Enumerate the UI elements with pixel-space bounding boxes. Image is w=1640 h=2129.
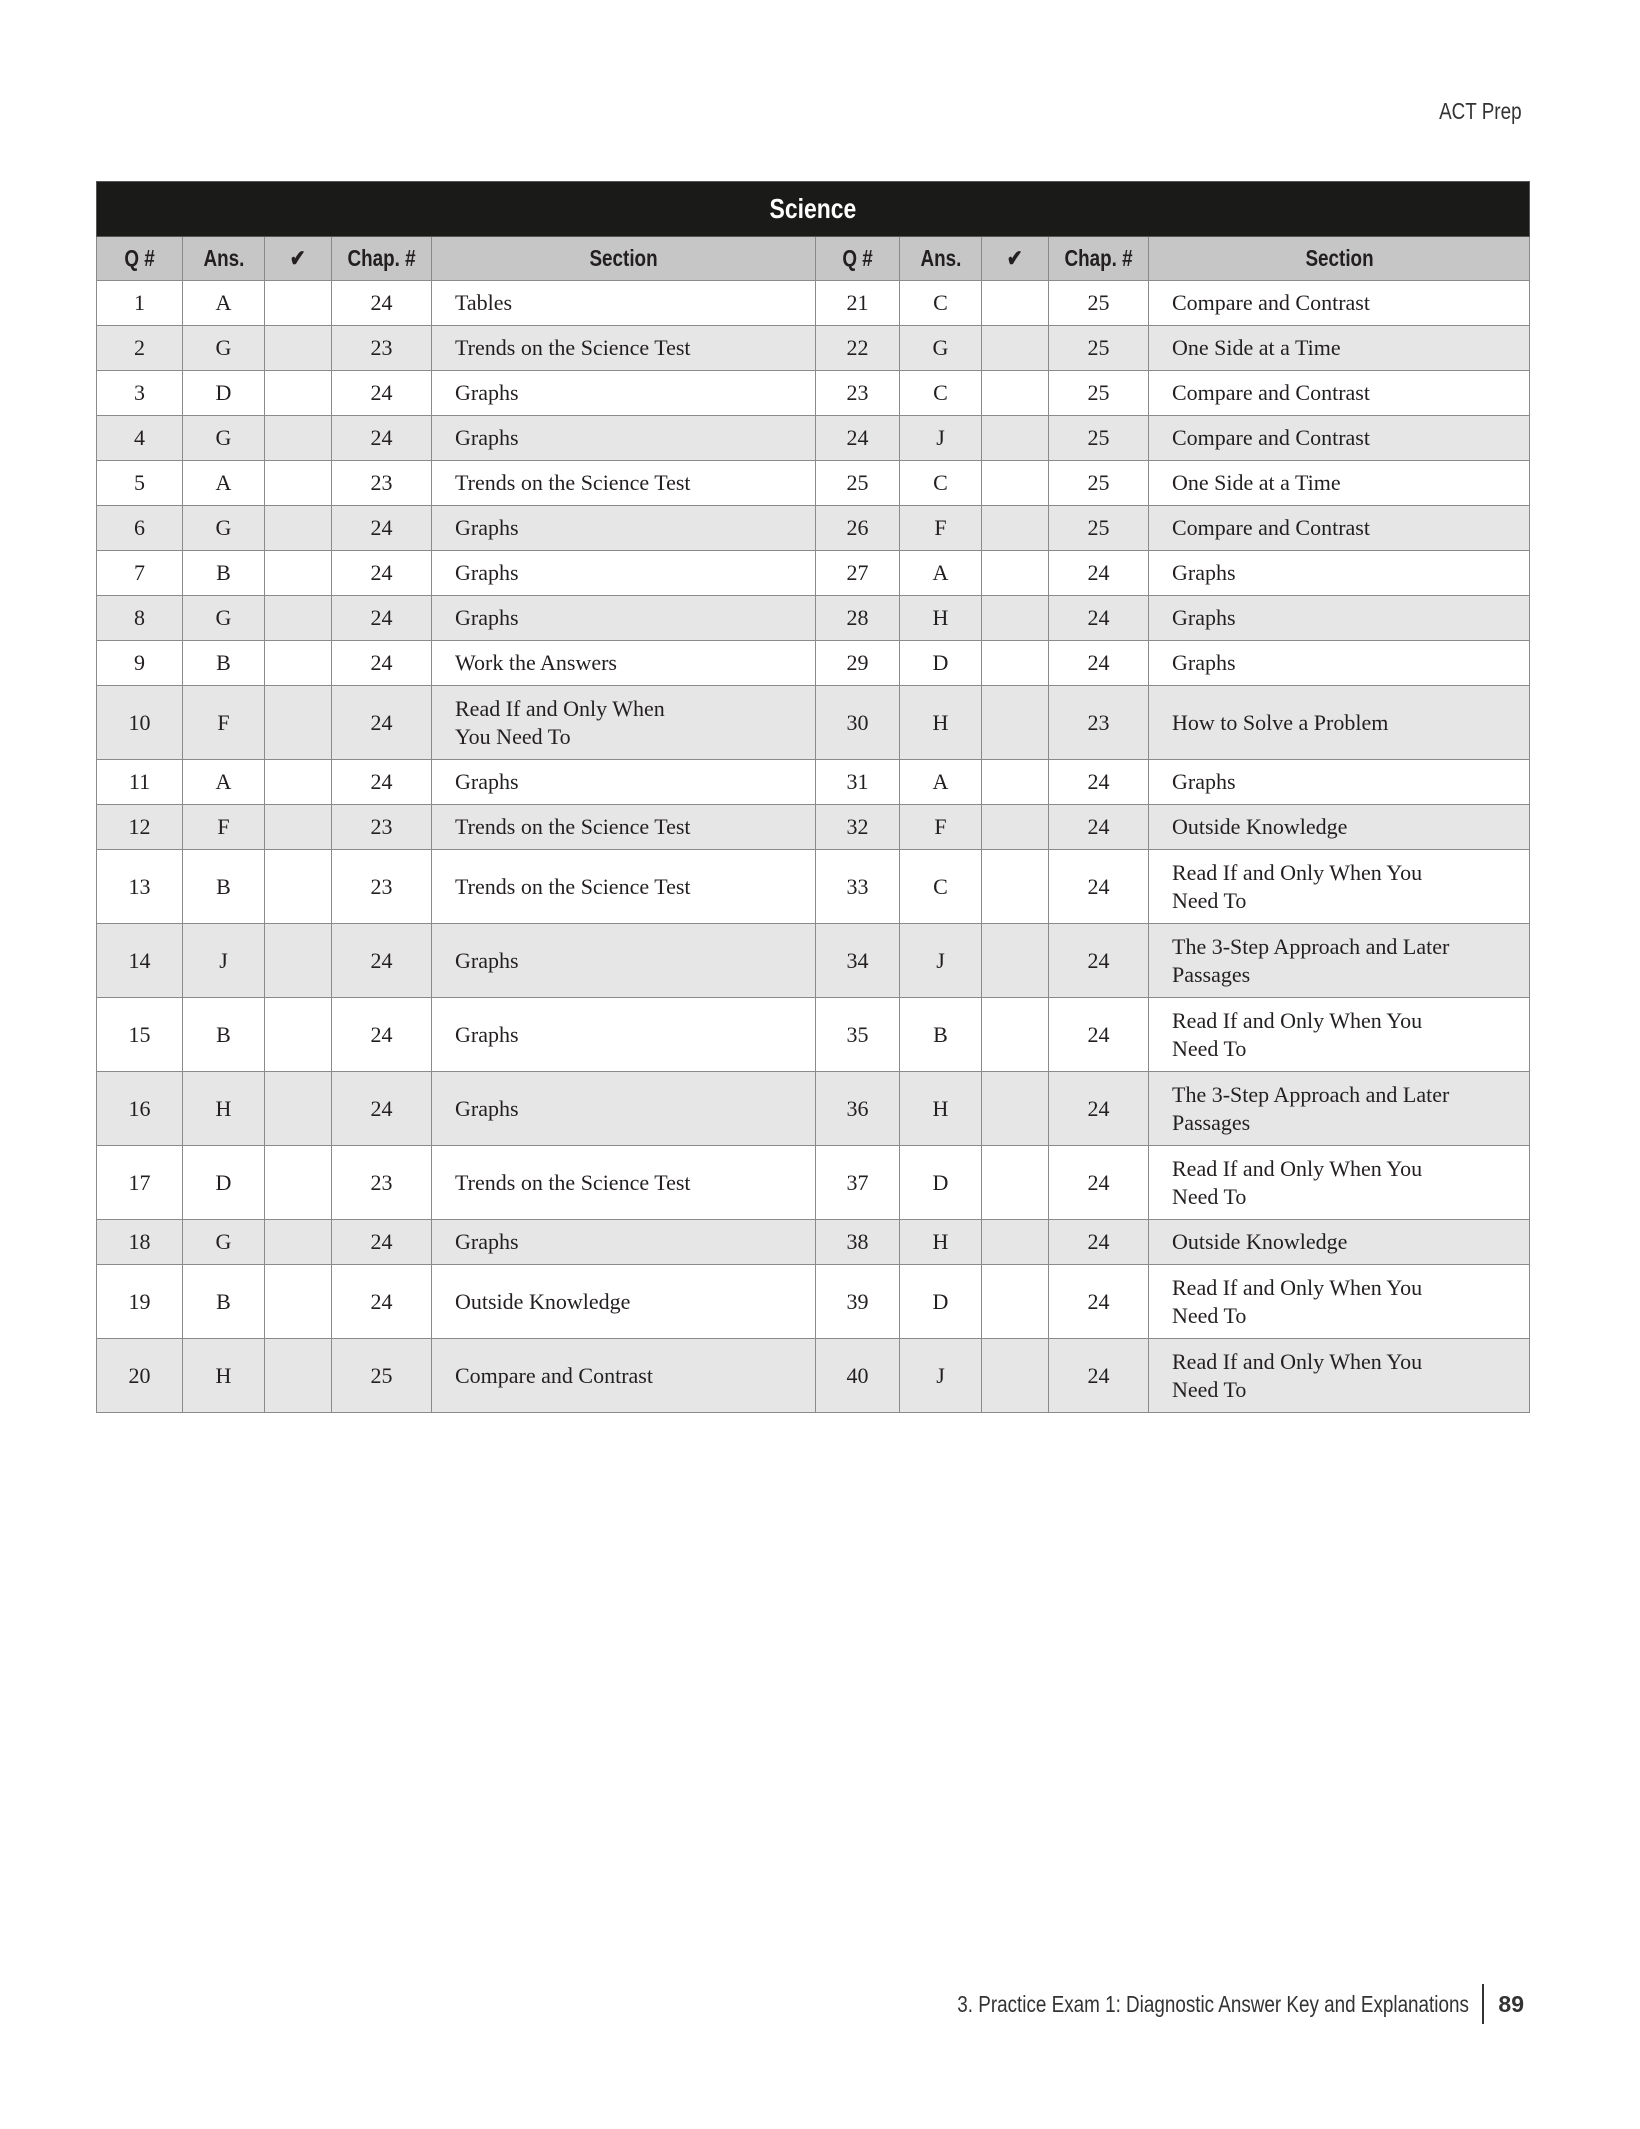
question-number: 22: [816, 326, 900, 371]
question-number: 5: [97, 461, 183, 506]
footer-divider: [1482, 1984, 1484, 2024]
section-name: Graphs: [1149, 551, 1530, 596]
section-name: Tables: [432, 281, 816, 326]
column-header: [183, 237, 265, 281]
chapter-number: 25: [1049, 461, 1149, 506]
section-name: How to Solve a Problem: [1149, 686, 1530, 760]
table-row: [97, 686, 1530, 760]
check-cell[interactable]: [265, 1146, 332, 1220]
answer: D: [183, 371, 265, 416]
column-header-label: Ans.: [920, 245, 961, 271]
question-number: 21: [816, 281, 900, 326]
chapter-number: 25: [1049, 506, 1149, 551]
section-name: The 3-Step Approach and Later Passages: [1149, 1072, 1530, 1146]
question-number: 24: [816, 416, 900, 461]
section-name: One Side at a Time: [1149, 326, 1530, 371]
chapter-number: 24: [1049, 641, 1149, 686]
question-number: 35: [816, 998, 900, 1072]
column-header-label: Q #: [842, 245, 873, 271]
check-cell[interactable]: [265, 416, 332, 461]
section-name: Read If and Only When You Need To: [1149, 1339, 1530, 1413]
answer: B: [183, 850, 265, 924]
chapter-number: 25: [1049, 326, 1149, 371]
chapter-number: 23: [332, 1146, 432, 1220]
answer: B: [900, 998, 982, 1072]
section-name: One Side at a Time: [1149, 461, 1530, 506]
answer: B: [183, 551, 265, 596]
chapter-number: 25: [1049, 281, 1149, 326]
table-row: [97, 371, 1530, 416]
answer: C: [900, 281, 982, 326]
column-header-row: [97, 237, 1530, 281]
column-header: [816, 237, 900, 281]
question-number: 14: [97, 924, 183, 998]
chapter-number: 24: [1049, 760, 1149, 805]
answer: A: [183, 760, 265, 805]
chapter-number: 24: [1049, 1146, 1149, 1220]
section-name: Read If and Only When You Need To: [1149, 1265, 1530, 1339]
page-footer: [845, 1984, 1524, 2024]
table-body: [97, 281, 1530, 1413]
section-name: Outside Knowledge: [1149, 1220, 1530, 1265]
table-row: [97, 1220, 1530, 1265]
chapter-number: 24: [332, 924, 432, 998]
question-number: 36: [816, 1072, 900, 1146]
question-number: 15: [97, 998, 183, 1072]
section-name: Graphs: [432, 596, 816, 641]
question-number: 34: [816, 924, 900, 998]
answer: G: [183, 596, 265, 641]
check-cell[interactable]: [982, 998, 1049, 1072]
chapter-number: 25: [1049, 416, 1149, 461]
answer: H: [183, 1339, 265, 1413]
answer: F: [183, 686, 265, 760]
table-row: [97, 506, 1530, 551]
column-header: [1049, 237, 1149, 281]
question-number: 37: [816, 1146, 900, 1220]
answer: A: [183, 461, 265, 506]
check-cell[interactable]: [265, 281, 332, 326]
section-name: Compare and Contrast: [1149, 506, 1530, 551]
answer: D: [900, 1146, 982, 1220]
question-number: 39: [816, 1265, 900, 1339]
section-name: Compare and Contrast: [432, 1339, 816, 1413]
chapter-number: 24: [332, 760, 432, 805]
checkmark-icon: ✔: [1007, 245, 1023, 271]
section-name: Work the Answers: [432, 641, 816, 686]
chapter-number: 23: [332, 805, 432, 850]
section-name: Read If and Only When You Need To: [1149, 998, 1530, 1072]
section-name: Graphs: [432, 416, 816, 461]
question-number: 3: [97, 371, 183, 416]
check-cell[interactable]: [265, 1220, 332, 1265]
table-row: [97, 1339, 1530, 1413]
question-number: 32: [816, 805, 900, 850]
answer: J: [183, 924, 265, 998]
chapter-number: 24: [332, 551, 432, 596]
table-title: [97, 182, 1530, 237]
chapter-title: 3. Practice Exam 1: Diagnostic Answer Key and Explanations: [956, 1990, 1469, 2017]
check-cell[interactable]: [265, 998, 332, 1072]
question-number: 19: [97, 1265, 183, 1339]
table-title-text: Science: [769, 193, 857, 224]
question-number: 23: [816, 371, 900, 416]
table-row: [97, 1072, 1530, 1146]
table-row: [97, 596, 1530, 641]
table-row: [97, 551, 1530, 596]
section-name: Trends on the Science Test: [432, 461, 816, 506]
table-row: [97, 805, 1530, 850]
checkmark-icon: ✔: [290, 245, 306, 271]
table-row: [97, 641, 1530, 686]
question-number: 30: [816, 686, 900, 760]
section-name: Compare and Contrast: [1149, 371, 1530, 416]
question-number: 29: [816, 641, 900, 686]
check-cell[interactable]: [265, 1339, 332, 1413]
chapter-number: 23: [332, 326, 432, 371]
answer: H: [183, 1072, 265, 1146]
table-row: [97, 998, 1530, 1072]
chapter-number: 24: [1049, 1339, 1149, 1413]
question-number: 38: [816, 1220, 900, 1265]
question-number: 1: [97, 281, 183, 326]
check-cell[interactable]: [982, 1265, 1049, 1339]
check-cell[interactable]: [982, 1220, 1049, 1265]
question-number: 18: [97, 1220, 183, 1265]
question-number: 27: [816, 551, 900, 596]
answer: B: [183, 641, 265, 686]
column-header-label: Section: [589, 245, 658, 271]
check-cell[interactable]: [265, 371, 332, 416]
check-cell[interactable]: [982, 281, 1049, 326]
answer: A: [900, 760, 982, 805]
check-cell[interactable]: [265, 641, 332, 686]
column-header-label: Chap. #: [347, 245, 416, 271]
chapter-number: 23: [1049, 686, 1149, 760]
column-header-label: Ans.: [203, 245, 244, 271]
question-number: 13: [97, 850, 183, 924]
chapter-number: 24: [1049, 1265, 1149, 1339]
answer: G: [183, 326, 265, 371]
check-cell[interactable]: [982, 850, 1049, 924]
check-cell[interactable]: [982, 371, 1049, 416]
question-number: 33: [816, 850, 900, 924]
answer: G: [183, 506, 265, 551]
question-number: 25: [816, 461, 900, 506]
chapter-number: 24: [332, 686, 432, 760]
column-header-label: Q #: [124, 245, 155, 271]
answer: D: [900, 1265, 982, 1339]
table-row: [97, 281, 1530, 326]
check-cell[interactable]: [265, 850, 332, 924]
table-row: [97, 850, 1530, 924]
answer: H: [900, 1220, 982, 1265]
answer: J: [900, 924, 982, 998]
check-cell[interactable]: [982, 596, 1049, 641]
answer: J: [900, 416, 982, 461]
chapter-number: 24: [332, 998, 432, 1072]
section-name: Trends on the Science Test: [432, 1146, 816, 1220]
answer: C: [900, 461, 982, 506]
chapter-number: 24: [332, 506, 432, 551]
column-header-label: Chap. #: [1064, 245, 1133, 271]
answer: H: [900, 596, 982, 641]
answer: G: [183, 1220, 265, 1265]
table-row: [97, 326, 1530, 371]
chapter-number: 24: [1049, 805, 1149, 850]
answer: D: [183, 1146, 265, 1220]
answer: F: [900, 805, 982, 850]
question-number: 10: [97, 686, 183, 760]
chapter-number: 24: [332, 416, 432, 461]
section-name: Outside Knowledge: [1149, 805, 1530, 850]
section-name: Graphs: [1149, 596, 1530, 641]
question-number: 17: [97, 1146, 183, 1220]
chapter-number: 24: [1049, 1220, 1149, 1265]
check-cell[interactable]: [982, 760, 1049, 805]
section-name: Trends on the Science Test: [432, 850, 816, 924]
column-header: [97, 237, 183, 281]
section-name: Graphs: [432, 371, 816, 416]
answer: A: [183, 281, 265, 326]
chapter-number: 24: [332, 1265, 432, 1339]
chapter-number: 24: [1049, 998, 1149, 1072]
question-number: 7: [97, 551, 183, 596]
section-name: Graphs: [432, 1072, 816, 1146]
question-number: 20: [97, 1339, 183, 1413]
question-number: 11: [97, 760, 183, 805]
column-header: [900, 237, 982, 281]
section-name: Outside Knowledge: [432, 1265, 816, 1339]
question-number: 16: [97, 1072, 183, 1146]
answer: H: [900, 1072, 982, 1146]
section-name: Read If and Only When You Need To: [1149, 1146, 1530, 1220]
answer: H: [900, 686, 982, 760]
answer: C: [900, 850, 982, 924]
answer: D: [900, 641, 982, 686]
chapter-number: 24: [1049, 596, 1149, 641]
check-cell[interactable]: [265, 506, 332, 551]
check-cell[interactable]: [265, 596, 332, 641]
check-cell[interactable]: [982, 641, 1049, 686]
check-cell[interactable]: [265, 326, 332, 371]
check-cell[interactable]: [265, 551, 332, 596]
table-row: [97, 924, 1530, 998]
question-number: 9: [97, 641, 183, 686]
chapter-number: 24: [1049, 551, 1149, 596]
section-name: Graphs: [432, 998, 816, 1072]
section-name: Graphs: [432, 924, 816, 998]
check-cell[interactable]: [982, 416, 1049, 461]
section-name: Graphs: [1149, 760, 1530, 805]
section-name: Graphs: [432, 760, 816, 805]
chapter-number: 24: [332, 1072, 432, 1146]
check-cell[interactable]: [982, 1072, 1049, 1146]
running-head-text: ACT Prep: [1439, 98, 1522, 124]
column-header: [432, 237, 816, 281]
chapter-number: 24: [332, 1220, 432, 1265]
check-cell[interactable]: [982, 1146, 1049, 1220]
chapter-number: 25: [1049, 371, 1149, 416]
check-column-header: [982, 237, 1049, 281]
answer-key-table: [96, 181, 1530, 1413]
check-cell[interactable]: [265, 686, 332, 760]
running-head: [1421, 98, 1522, 125]
table-row: [97, 461, 1530, 506]
section-name: Graphs: [1149, 641, 1530, 686]
check-cell[interactable]: [982, 461, 1049, 506]
check-cell[interactable]: [265, 461, 332, 506]
answer: F: [183, 805, 265, 850]
question-number: 31: [816, 760, 900, 805]
check-cell[interactable]: [982, 326, 1049, 371]
check-cell[interactable]: [982, 686, 1049, 760]
table-row: [97, 760, 1530, 805]
section-name: Graphs: [432, 551, 816, 596]
question-number: 8: [97, 596, 183, 641]
chapter-number: 24: [332, 596, 432, 641]
chapter-number: 24: [332, 641, 432, 686]
column-header: [1149, 237, 1530, 281]
check-cell[interactable]: [982, 924, 1049, 998]
section-name: Trends on the Science Test: [432, 326, 816, 371]
section-name: Read If and Only When You Need To: [1149, 850, 1530, 924]
answer: C: [900, 371, 982, 416]
check-cell[interactable]: [265, 805, 332, 850]
page-number: 89: [1498, 1990, 1524, 2017]
section-name: Compare and Contrast: [1149, 416, 1530, 461]
check-cell[interactable]: [982, 1339, 1049, 1413]
chapter-number: 25: [332, 1339, 432, 1413]
answer: B: [183, 1265, 265, 1339]
question-number: 28: [816, 596, 900, 641]
column-header: [332, 237, 432, 281]
answer: A: [900, 551, 982, 596]
check-cell[interactable]: [265, 1072, 332, 1146]
chapter-number: 24: [332, 281, 432, 326]
answer: G: [183, 416, 265, 461]
chapter-number: 23: [332, 850, 432, 924]
chapter-number: 24: [332, 371, 432, 416]
check-cell[interactable]: [265, 1265, 332, 1339]
section-name: The 3-Step Approach and Later Passages: [1149, 924, 1530, 998]
question-number: 4: [97, 416, 183, 461]
chapter-number: 23: [332, 461, 432, 506]
check-cell[interactable]: [982, 551, 1049, 596]
chapter-number: 24: [1049, 850, 1149, 924]
answer: F: [900, 506, 982, 551]
question-number: 12: [97, 805, 183, 850]
answer: G: [900, 326, 982, 371]
question-number: 2: [97, 326, 183, 371]
question-number: 6: [97, 506, 183, 551]
check-column-header: [265, 237, 332, 281]
section-name: Compare and Contrast: [1149, 281, 1530, 326]
question-number: 40: [816, 1339, 900, 1413]
table-row: [97, 1265, 1530, 1339]
section-name: Graphs: [432, 506, 816, 551]
check-cell[interactable]: [982, 506, 1049, 551]
section-name: Read If and Only When You Need To: [432, 686, 816, 760]
check-cell[interactable]: [982, 805, 1049, 850]
question-number: 26: [816, 506, 900, 551]
check-cell[interactable]: [265, 760, 332, 805]
table-row: [97, 416, 1530, 461]
table-row: [97, 1146, 1530, 1220]
section-name: Trends on the Science Test: [432, 805, 816, 850]
chapter-number: 24: [1049, 1072, 1149, 1146]
column-header-label: Section: [1305, 245, 1374, 271]
chapter-number: 24: [1049, 924, 1149, 998]
answer: B: [183, 998, 265, 1072]
answer: J: [900, 1339, 982, 1413]
check-cell[interactable]: [265, 924, 332, 998]
section-name: Graphs: [432, 1220, 816, 1265]
